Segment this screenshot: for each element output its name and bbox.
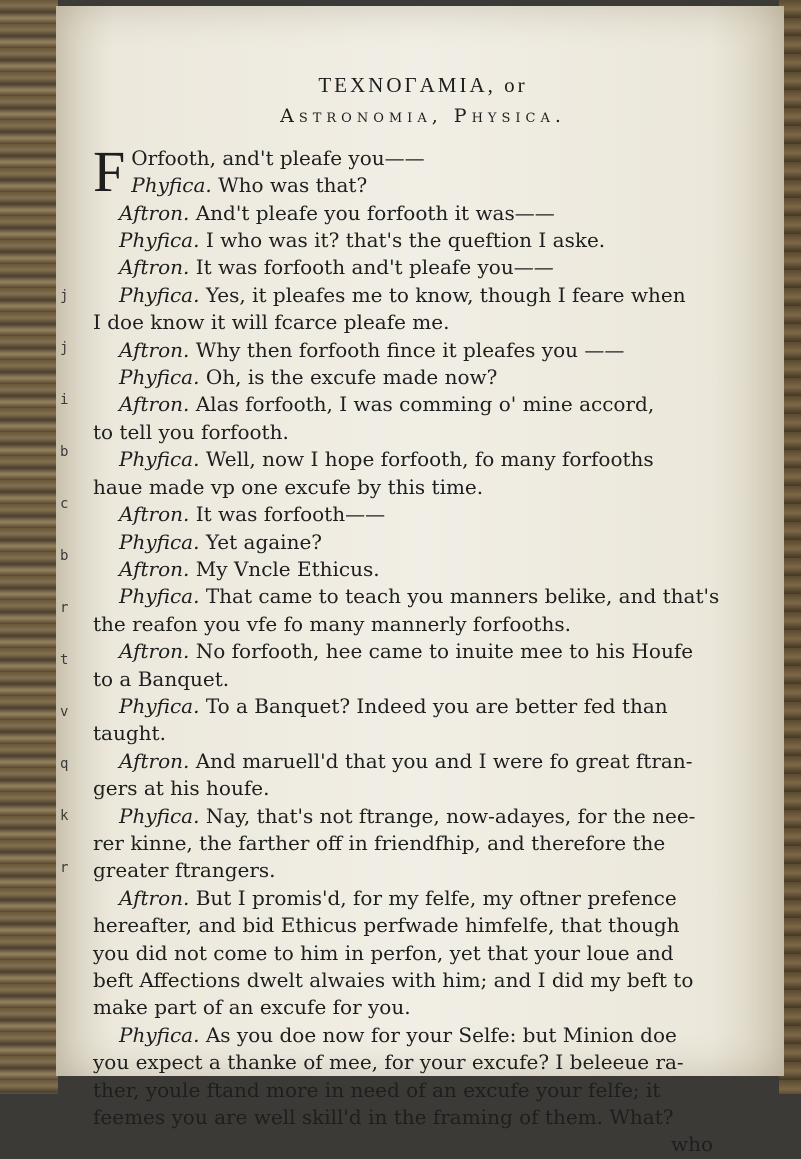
- gutter-letter: v: [60, 704, 69, 720]
- speech-text: Oh, is the excufe made now?: [199, 365, 498, 390]
- gutter-letter: q: [60, 756, 69, 772]
- text-line: [93, 583, 723, 610]
- speech-text: And't pleafe you forfooth it was——: [189, 200, 555, 225]
- speech-text: I doe know it will fcarce pleafe me.: [93, 310, 450, 335]
- speech-text: Yet againe?: [199, 529, 323, 554]
- speaker-name: Aftron.: [119, 200, 190, 225]
- speaker-name: Phyfica.: [131, 173, 212, 198]
- text-line: [93, 529, 723, 556]
- speech-text: haue made vp one excufe by this time.: [93, 474, 484, 499]
- speaker-name: Phyfica.: [119, 584, 200, 609]
- text-line: [93, 419, 723, 446]
- gutter-letter: j: [60, 340, 69, 356]
- gutter-letter: j: [60, 288, 69, 304]
- text-line: [93, 693, 723, 720]
- speaker-name: Aftron.: [119, 748, 190, 773]
- speech-text: Nay, that's not ftrange, now-adayes, for the nee-: [199, 803, 696, 828]
- gutter-letter: r: [60, 860, 69, 876]
- gutter-letter: i: [60, 392, 69, 408]
- text-line: [93, 1022, 723, 1049]
- speaker-name: Aftron.: [119, 885, 190, 910]
- binding-edge-left: [0, 0, 58, 1094]
- text-line: [93, 364, 723, 391]
- gutter-letter: c: [60, 496, 69, 512]
- speech-text: feemes you are well skill'd in the framing of them. What?: [93, 1105, 674, 1130]
- text-line: [93, 1104, 723, 1131]
- speech-text: you did not come to him in perfon, yet that your loue and: [93, 940, 674, 965]
- speech-text: gers at his houfe.: [93, 776, 270, 801]
- speaker-name: Phyfica.: [119, 447, 200, 472]
- speech-text: greater ftrangers.: [93, 858, 276, 883]
- text-line: [93, 638, 723, 665]
- speech-text: Orfooth, and't pleafe you——: [131, 145, 425, 170]
- speech-text: hereafter, and bid Ethicus perfwade himfelfe, that though: [93, 913, 680, 938]
- text-line: [93, 611, 723, 638]
- gutter-letter: t: [60, 652, 69, 668]
- text-line: [93, 501, 723, 528]
- speech-text: to tell you forfooth.: [93, 419, 289, 444]
- speech-text: Yes, it pleafes me to know, though I feare when: [199, 282, 686, 307]
- text-line: [93, 309, 723, 336]
- text-line: [93, 775, 723, 802]
- speaker-name: Phyfica.: [119, 803, 200, 828]
- speech-text: That came to teach you manners belike, and that's: [199, 584, 720, 609]
- speech-text: As you doe now for your Selfe: but Minion doe: [199, 1022, 677, 1047]
- text-line: [93, 446, 723, 473]
- text-line: [93, 172, 723, 199]
- speech-text: Well, now I hope forfooth, fo many forfooths: [199, 447, 654, 472]
- speech-text: Who was that?: [211, 173, 368, 198]
- text-line: [93, 666, 723, 693]
- gutter-letter: b: [60, 444, 69, 460]
- text-line: [93, 227, 723, 254]
- text-line: [93, 967, 723, 994]
- text-line: [93, 912, 723, 939]
- gutter-letter: k: [60, 808, 69, 824]
- text-line: [93, 474, 723, 501]
- text-line: [93, 1049, 723, 1076]
- speaker-name: Phyfica.: [119, 693, 200, 718]
- speaker-name: Aftron.: [119, 255, 190, 280]
- speech-text: It was forfooth——: [189, 502, 386, 527]
- text-line: [93, 857, 723, 884]
- speaker-name: Aftron.: [119, 556, 190, 581]
- running-title: TEXNOΓAMIA, or: [318, 73, 528, 97]
- text-line: [93, 830, 723, 857]
- speech-text: But I promis'd, for my felfe, my oftner prefence: [189, 885, 677, 910]
- drop-cap: F: [93, 138, 126, 204]
- speaker-name: Phyfica.: [119, 365, 200, 390]
- speech-text: taught.: [93, 721, 166, 746]
- running-subtitle: Astronomia, Physica.: [280, 105, 566, 128]
- speech-text: make part of an excufe for you.: [93, 995, 411, 1020]
- speech-text: To a Banquet? Indeed you are better fed than: [199, 693, 668, 718]
- speech-text: rer kinne, the farther off in friendfhip, and therefore the: [93, 830, 666, 855]
- text-line: [93, 994, 723, 1021]
- gutter-letter: r: [60, 600, 69, 616]
- speech-text: Why then forfooth fince it pleafes you ——: [189, 337, 625, 362]
- text-line: [93, 337, 723, 364]
- speech-text: No forfooth, hee came to inuite mee to his Houfe: [189, 639, 694, 664]
- speaker-name: Phyfica.: [119, 1022, 200, 1047]
- dialogue: [93, 138, 723, 1132]
- speech-text: to a Banquet.: [93, 666, 230, 691]
- speaker-name: Phyfica.: [119, 228, 200, 253]
- text-line: [93, 200, 723, 227]
- text-line: [93, 885, 723, 912]
- speaker-name: Phyfica.: [119, 282, 200, 307]
- speech-text: My Vncle Ethicus.: [189, 556, 380, 581]
- catchword: who: [670, 1132, 713, 1157]
- gutter-letter: b: [60, 548, 69, 564]
- text-line: [93, 391, 723, 418]
- speech-text: It was forfooth and't pleafe you——: [189, 255, 554, 280]
- text-line: [93, 1077, 723, 1104]
- speaker-name: Phyfica.: [119, 529, 200, 554]
- speech-text: you expect a thanke of mee, for your excufe? I beleeue ra-: [93, 1050, 684, 1075]
- page-text: [93, 72, 723, 1159]
- text-line: [93, 720, 723, 747]
- speech-text: I who was it? that's the queftion I aske.: [199, 228, 606, 253]
- text-line: [93, 940, 723, 967]
- gutter-letters: [60, 270, 80, 894]
- speech-text: Alas forfooth, I was comming o' mine accord,: [189, 392, 655, 417]
- text-line: [93, 556, 723, 583]
- speaker-name: Aftron.: [119, 502, 190, 527]
- text-line: [93, 748, 723, 775]
- speaker-name: Aftron.: [119, 639, 190, 664]
- speech-text: ther, youle ftand more in need of an excufe your felfe; it: [93, 1077, 661, 1102]
- speech-text: the reafon you vfe fo many mannerly forfooths.: [93, 611, 571, 636]
- text-line: [93, 803, 723, 830]
- speech-text: beft Affections dwelt alwaies with him; and I did my beft to: [93, 968, 694, 992]
- speaker-name: Aftron.: [119, 337, 190, 362]
- speaker-name: Aftron.: [119, 392, 190, 417]
- text-line: [93, 254, 723, 281]
- speech-text: And maruell'd that you and I were fo great ftran-: [189, 748, 693, 773]
- text-line: [93, 282, 723, 309]
